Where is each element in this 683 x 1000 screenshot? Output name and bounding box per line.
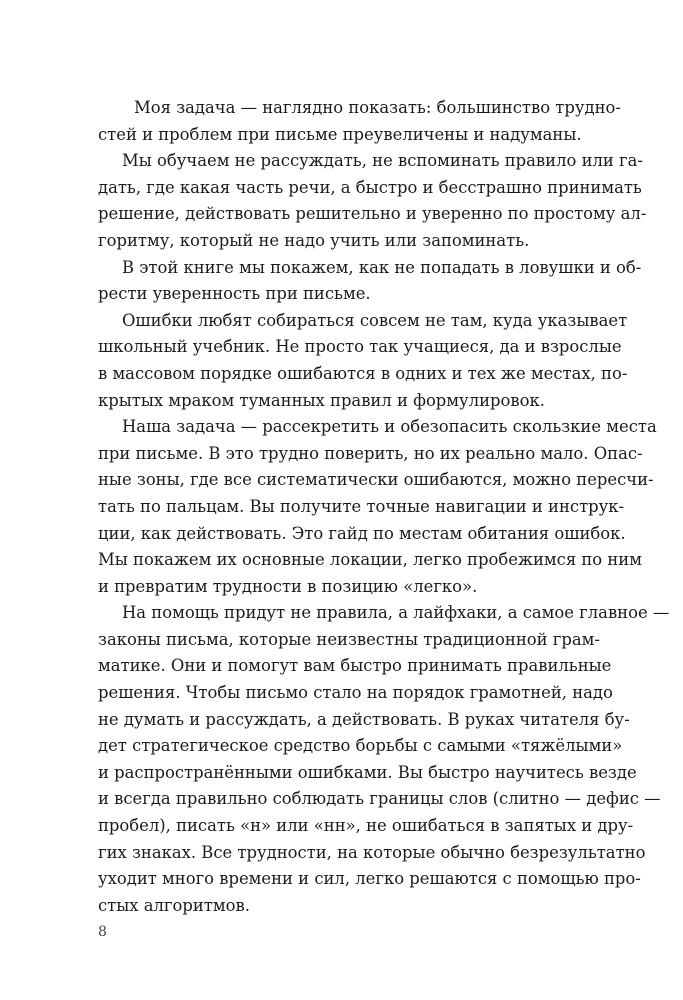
text-line: рести уверенность при письме. (98, 284, 371, 304)
text-line: На помощь придут не правила, а лайфхаки, а самое главное — (122, 603, 670, 623)
text-line: и превратим трудности в позицию «легко». (98, 576, 478, 596)
text-line: горитму, который не надо учить или запоминать. (98, 230, 530, 250)
text-line: Мы обучаем не рассуждать, не вспоминать правило или га- (122, 151, 643, 171)
text-line: крытых мраком туманных правил и формулировок. (98, 390, 545, 410)
text-line: В этой книге мы покажем, как не попадать в ловушки и об- (122, 257, 642, 277)
text-line: пробел), писать «н» или «нн», не ошибаться в запятых и дру- (98, 816, 634, 836)
text-line: ные зоны, где все систематически ошибаются, можно пересчи- (98, 470, 654, 490)
text-line: гих знаках. Все трудности, на которые обычно безрезультатно (98, 842, 646, 862)
text-line: решения. Чтобы письмо стало на порядок грамотней, надо (98, 683, 613, 703)
text-line: при письме. В это трудно поверить, но их реально мало. Опас- (98, 443, 643, 463)
text-line: Моя задача — наглядно показать: большинство трудно- (134, 98, 621, 117)
text-line: и распространёнными ошибками. Вы быстро научитесь везде (98, 762, 637, 782)
text-line: дет стратегическое средство борьбы с самыми «тяжёлыми» (98, 736, 623, 756)
text-line: Мы покажем их основные локации, легко пробежимся по ним (98, 550, 642, 570)
page-number: 8 (98, 924, 107, 940)
text-line: не думать и рассуждать, а действовать. В руках читателя бу- (98, 709, 630, 729)
text-line: и всегда правильно соблюдать границы слов (слитно — дефис — (98, 789, 661, 809)
text-line: решение, действовать решительно и уверенно по простому ал- (98, 204, 647, 224)
text-line: законы письма, которые неизвестны традиционной грам- (98, 629, 600, 649)
text-line: стых алгоритмов. (98, 895, 250, 915)
text-line: дать, где какая часть речи, а быстро и бесстрашно принимать (98, 177, 642, 197)
text-line: тать по пальцам. Вы получите точные навигации и инструк- (98, 496, 625, 516)
text-line: Наша задача — рассекретить и обезопасить скользкие места (122, 417, 657, 437)
text-line: уходит много времени и сил, легко решаются с помощью про- (98, 869, 641, 889)
body-text (98, 95, 670, 919)
text-line: в массовом порядке ошибаются в одних и тех же местах, по- (98, 363, 628, 383)
text-line: Ошибки любят собираться совсем не там, куда указывает (122, 310, 628, 330)
text-line: стей и проблем при письме преувеличены и надуманы. (98, 124, 582, 144)
text-line: школьный учебник. Не просто так учащиеся, да и взрослые (98, 337, 622, 357)
text-line: матике. Они и помогут вам быстро принимать правильные (98, 656, 612, 676)
text-line: ции, как действовать. Это гайд по местам обитания ошибок. (98, 523, 626, 543)
